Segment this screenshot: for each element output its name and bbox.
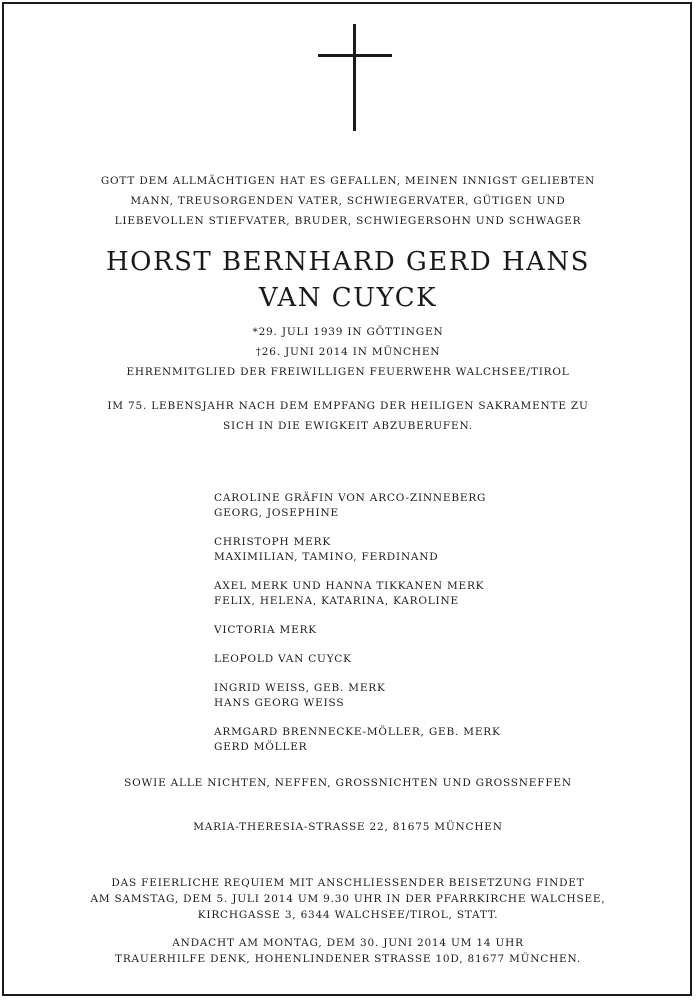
requiem-line: DAS FEIERLICHE REQUIEM MIT ANSCHLIESSENDER BEISETZUNG FINDET [111, 877, 585, 889]
deceased-name [0, 244, 696, 316]
family-member: ARMGARD BRENNECKE-MÖLLER, GEB. MERK [214, 726, 501, 738]
family-group-7 [214, 725, 634, 755]
family-group-3 [214, 579, 634, 609]
intro-line: LIEBEVOLLEN STIEFVATER, BRUDER, SCHWIEGERSOHN UND SCHWAGER [114, 215, 582, 227]
requiem-line: KIRCHGASSE 3, 6344 WALCHSEE/TIROL, STATT. [197, 909, 499, 921]
andacht-text [0, 935, 696, 967]
family-group-1 [214, 491, 634, 521]
family-group-2 [214, 535, 634, 565]
family-member: AXEL MERK UND HANNA TIKKANEN MERK [214, 580, 485, 592]
family-member: FELIX, HELENA, KATARINA, KAROLINE [214, 595, 459, 607]
andacht-line: TRAUERHILFE DENK, HOHENLINDENER STRASSE 10D, 81677 MÜNCHEN. [115, 953, 581, 965]
family-group-6 [214, 681, 634, 711]
relatives-text: SOWIE ALLE NICHTEN, NEFFEN, GROSSNICHTEN UND GROSSNEFFEN [124, 777, 572, 789]
family-member: GERD MÖLLER [214, 741, 308, 753]
name-line-2: VAN CUYCK [258, 283, 438, 313]
passing-line: IM 75. LEBENSJAHR NACH DEM EMPFANG DER HEILIGEN SAKRAMENTE ZU [107, 400, 589, 412]
requiem-text [0, 875, 696, 923]
death-date: †26. JUNI 2014 IN MÜNCHEN [255, 346, 441, 358]
passing-line: SICH IN DIE EWIGKEIT ABZUBERUFEN. [223, 420, 473, 432]
requiem-line: AM SAMSTAG, DEM 5. JULI 2014 UM 9.30 UHR IN DER PFARRKIRCHE WALCHSEE, [90, 893, 606, 905]
birth-date: *29. JULI 1939 IN GÖTTINGEN [252, 326, 444, 338]
andacht-line: ANDACHT AM MONTAG, DEM 30. JUNI 2014 UM 14 UHR [172, 937, 524, 949]
intro-text [0, 171, 696, 231]
family-member: LEOPOLD VAN CUYCK [214, 653, 352, 665]
relatives-line [0, 773, 696, 793]
address-text: MARIA-THERESIA-STRASSE 22, 81675 MÜNCHEN [193, 821, 503, 833]
family-group-5 [214, 652, 634, 667]
address-line [0, 817, 696, 837]
family-group-4 [214, 623, 634, 638]
family-member: INGRID WEISS, GEB. MERK [214, 682, 386, 694]
family-member: VICTORIA MERK [214, 624, 317, 636]
passing-text [0, 396, 696, 436]
family-member: HANS GEORG WEISS [214, 697, 345, 709]
family-member: MAXIMILIAN, TAMINO, FERDINAND [214, 551, 439, 563]
name-line-1: HORST BERNHARD GERD HANS [106, 247, 590, 277]
life-dates [0, 322, 696, 382]
family-member: CHRISTOPH MERK [214, 536, 331, 548]
intro-line: MANN, TREUSORGENDEN VATER, SCHWIEGERVATER, GÜTIGEN UND [130, 195, 566, 207]
honorary-membership: EHRENMITGLIED DER FREIWILLIGEN FEUERWEHR WALCHSEE/TIROL [126, 366, 570, 378]
family-member: GEORG, JOSEPHINE [214, 507, 339, 519]
intro-line: GOTT DEM ALLMÄCHTIGEN HAT ES GEFALLEN, MEINEN INNIGST GELIEBTEN [100, 175, 596, 187]
family-member: CAROLINE GRÄFIN VON ARCO-ZINNEBERG [214, 492, 487, 504]
